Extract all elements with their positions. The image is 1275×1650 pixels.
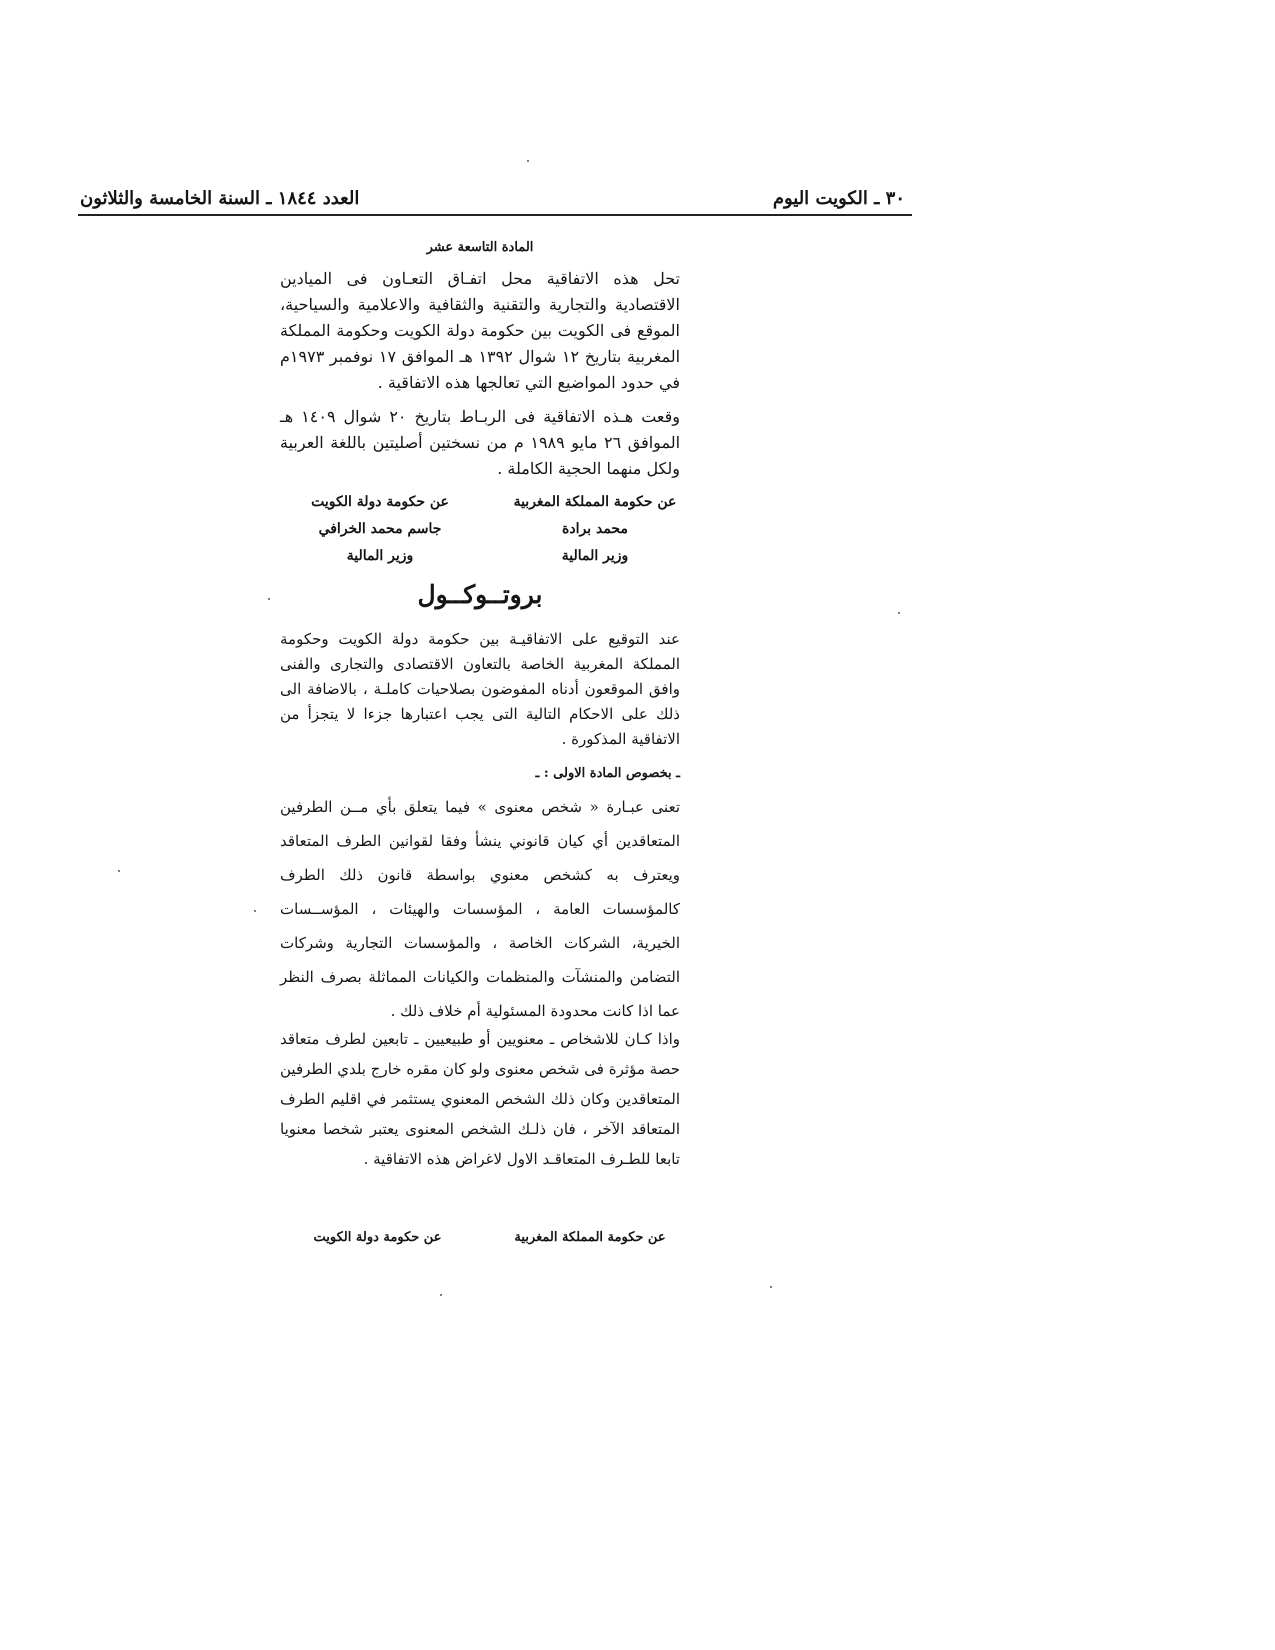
scan-speck (254, 910, 256, 912)
signature-government-morocco: عن حكومة المملكة المغربية (513, 494, 677, 510)
article-19-paragraph-1: تحل هذه الاتفاقية محل اتفـاق التعـاون فى الميادين الاقتصادية والتجارية والتقنية والثقافية والاعلامية والسياحية، الموقع فى الكويت بين حكومة دولة الكويت وحكومة المملكة المغربية بتاريخ ١٢ شوال ١٣٩٢ هـ الموافق ١٧ نوفمبر ١٩٧٣م في حدود المواضيع التي تعالجها هذه الاتفاقية . (280, 269, 681, 392)
signatory-position-kuwait: وزير المالية (346, 548, 414, 564)
scan-speck (268, 598, 270, 600)
article-19-paragraph-2: وقعت هـذه الاتفاقية فى الربـاط بتاريخ ٢٠ شوال ١٤٠٩ هـ الموافق ٢٦ مايو ١٩٨٩ م من نسختين أصليتين باللغة العربية ولكل منهما الحجية الكاملة . (280, 407, 681, 478)
article-1-heading: ـ بخصوص المادة الاولى : ـ (535, 766, 680, 781)
protocol-title: بروتــوكــول (417, 580, 543, 609)
protocol-intro: عند التوقيع على الاتفاقيـة بين حكومة دولة الكويت وحكومة المملكة المغربية الخاصة بالتعاون الاقتصادى والتجارى والفنى وافق الموقعون أدناه المفوضون بصلاحيات كاملـة ، بالاضافة الى ذلك على الاحكام التالية التى يجب اعتبارها جزءا لا يتجزأ من الاتفاقية المذكورة . (280, 630, 680, 748)
protocol-paragraph-1: تعنى عبـارة « شخص معنوى » فيما يتعلق بأي مــن الطرفين المتعاقدين أي كيان قانوني ينشأ وفقا لقوانين الطرف المتعاقد ويعترف به كشخص معنوي بواسطة قانون ذلك الطرف كالمؤسسات العامة ، المؤسسات والهيئات ، المؤســسات الخيرية، الشركات الخاصة ، والمؤسسات التجارية وشركات التضامن والمنشآت والمنظمات والكيانات المماثلة بصرف النظر عما اذا كانت محدودة المسئولية أم خلاف ذلك . (280, 798, 680, 1020)
page-title: ٣٠ ـ الكويت اليوم (772, 188, 905, 209)
scan-speck (118, 870, 120, 872)
signature-block-kuwait (300, 489, 460, 570)
signatory-position-morocco: وزير المالية (561, 548, 629, 564)
issue-info: العدد ١٨٤٤ ـ السنة الخامسة والثلاثون (80, 188, 360, 209)
protocol-paragraph-2: واذا كـان للاشخاص ـ معنويين أو طبيعيين ـ تابعين لطرف متعاقد حصة مؤثرة فى شخص معنوى ولو كان مقره خارج بلدي الطرفين المتعاقدين وكان ذلك الشخص المعنوي يستثمر في اقليم الطرف المتعاقد الآخر ، فان ذلـك الشخص المعنوى يعتبر شخصا معنويا تابعا للطـرف المتعاقـد الاول لاغراض هذه الاتفاقية . (280, 1030, 680, 1168)
article-19-title: المادة التاسعة عشر (426, 240, 534, 255)
scan-speck (527, 160, 529, 162)
closing-signature-kuwait: عن حكومة دولة الكويت (313, 1230, 442, 1245)
signatory-name-morocco: محمد برادة (562, 521, 628, 537)
signature-government-kuwait: عن حكومة دولة الكويت (311, 494, 449, 510)
signature-block-morocco (505, 489, 685, 570)
header-divider (78, 214, 912, 216)
scan-speck (440, 1294, 442, 1296)
signatory-name-kuwait: جاسم محمد الخرافي (318, 521, 442, 537)
scan-speck (770, 1286, 772, 1288)
scan-speck (898, 612, 900, 614)
closing-signature-morocco: عن حكومة المملكة المغربية (514, 1230, 666, 1245)
